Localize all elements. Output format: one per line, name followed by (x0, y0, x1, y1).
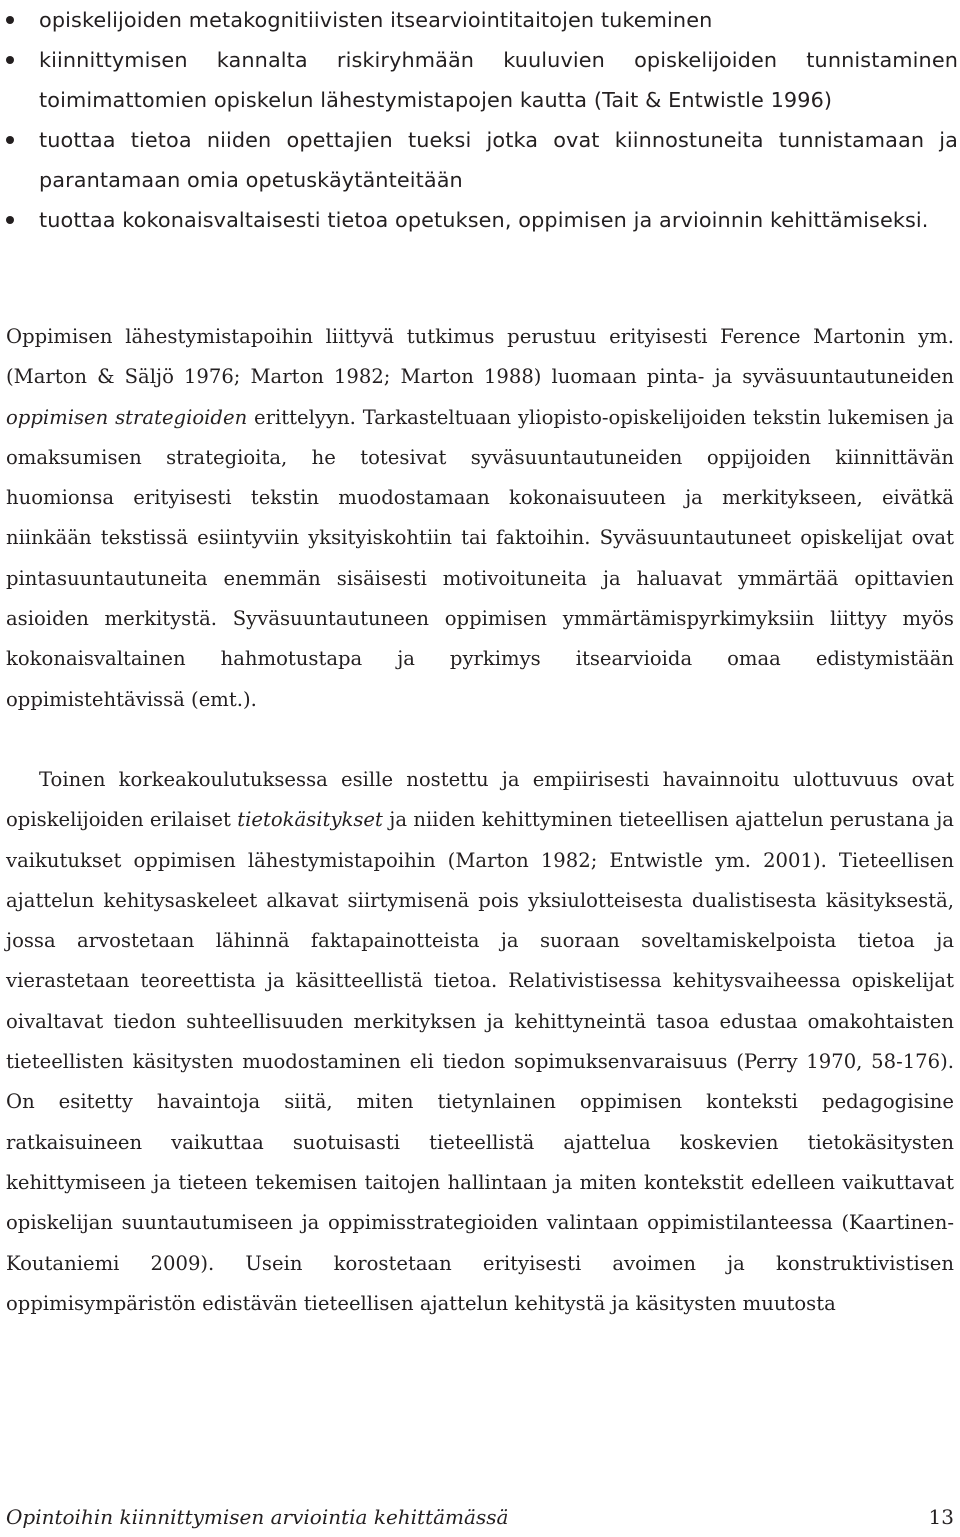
paragraph-text: Toinen korkeakoulutuksessa esille nostettu ja empiirisesti havainnoitu ulottuvuus ovat opiskelijoiden erilaiset (6, 768, 954, 832)
paragraph-text: ja niiden kehittyminen tieteellisen ajattelun perustana ja vaikutukset oppimisen lähestymistapoihin (Marton 1982; Entwistle ym. 2001). Tieteellisen ajattelun kehitysaskeleet alkavat siirtymisenä pois yksiulotteisesta dualistisesta käsityksestä, jossa arvostetaan lähinnä faktapainotteista ja suoraan soveltamiskelpoista tietoa ja vierastetaan teoreettista ja käsitteellistä tietoa. Relativistisessa kehitysvaiheessa opiskelijat oivaltavat tiedon suhteellisuuden merkityksen ja kehittyneintä tasoa edustaa omakohtaisten tieteellisten käsitysten muodostaminen eli tiedon sopimuksenvaraisuus (Perry 1970, 58-176). On esitetty havaintoja siitä, miten tietynlainen oppimisen konteksti pedagogisine ratkaisuineen vaikuttaa suotuisasti tieteellistä ajattelua koskevien tietokäsitysten kehittymiseen ja tieteen tekemisen taitojen hallintaan ja miten kontekstit edelleen vaikuttavat opiskelijan suuntautumiseen ja oppimisstrategioiden valintaan oppimistilanteessa (Kaartinen-Koutaniemi 2009). Usein korostetaan erityisesti avoimen ja konstruktivistisen oppimisympäristön edistävän tieteellisen ajattelun kehitystä ja käsitysten muutosta (6, 808, 954, 1315)
paragraph-text: erittelyyn. Tarkasteltuaan yliopisto-opiskelijoiden tekstin lukemisen ja omaksumisen strategioita, he totesivat syväsuuntautuneiden oppijoiden kiinnittävän huomionsa erityisesti tekstin muodostamaan kokonaisuuteen ja merkitykseen, eivätkä niinkään tekstissä esiintyviin yksityiskohtiin tai faktoihin. Syväsuuntautuneet opiskelijat ovat pintasuuntautuneita enemmän sisäisesti motivoituneita ja haluavat ymmärtää opittavien asioiden merkitystä. Syväsuuntautuneen oppimisen ymmärtämispyrkimyksiin liittyy myös kokonaisvaltainen hahmotustapa ja pyrkimys itsearvioida omaa edistymistään oppimistehtävissä (emt.). (6, 405, 954, 711)
paragraph-text: Oppimisen lähestymistapoihin liittyvä tutkimus perustuu erityisesti Ference Martonin ym. (Marton & Säljö 1976; Marton 1982; Marton 1988) luomaan pinta- ja syväsuuntautuneiden (6, 325, 954, 389)
bullet-item (6, 200, 958, 240)
italic-term: oppimisen strategioiden (6, 405, 248, 429)
footer-title: Opintoihin kiinnittymisen arviointia kehittämässä (6, 1505, 509, 1529)
bullet-icon (6, 16, 14, 24)
page-number: 13 (928, 1505, 954, 1529)
bullet-text: tuottaa kokonaisvaltaisesti tietoa opetuksen, oppimisen ja arvioinnin kehittämiseksi. (39, 208, 929, 232)
bullet-icon (6, 136, 14, 144)
bullet-list (6, 0, 958, 240)
bullet-item (6, 120, 958, 200)
paragraph-conceptions (6, 760, 954, 1324)
italic-term: tietokäsitykset (237, 808, 383, 832)
bullet-icon (6, 56, 14, 64)
paragraph-approaches (6, 317, 954, 720)
page-footer (6, 1505, 954, 1535)
bullet-item (6, 0, 958, 40)
bullet-item (6, 40, 958, 120)
bullet-text: opiskelijoiden metakognitiivisten itsearviointitaitojen tukeminen (39, 8, 713, 32)
bullet-text: kiinnittymisen kannalta riskiryhmään kuuluvien opiskelijoiden tunnistaminen toimimattomien opiskelun lähestymistapojen kautta (Tait & Entwistle 1996) (39, 48, 958, 112)
bullet-icon (6, 216, 14, 224)
bullet-text: tuottaa tietoa niiden opettajien tueksi jotka ovat kiinnostuneita tunnistamaan ja parantamaan omia opetuskäytänteitään (39, 128, 958, 192)
